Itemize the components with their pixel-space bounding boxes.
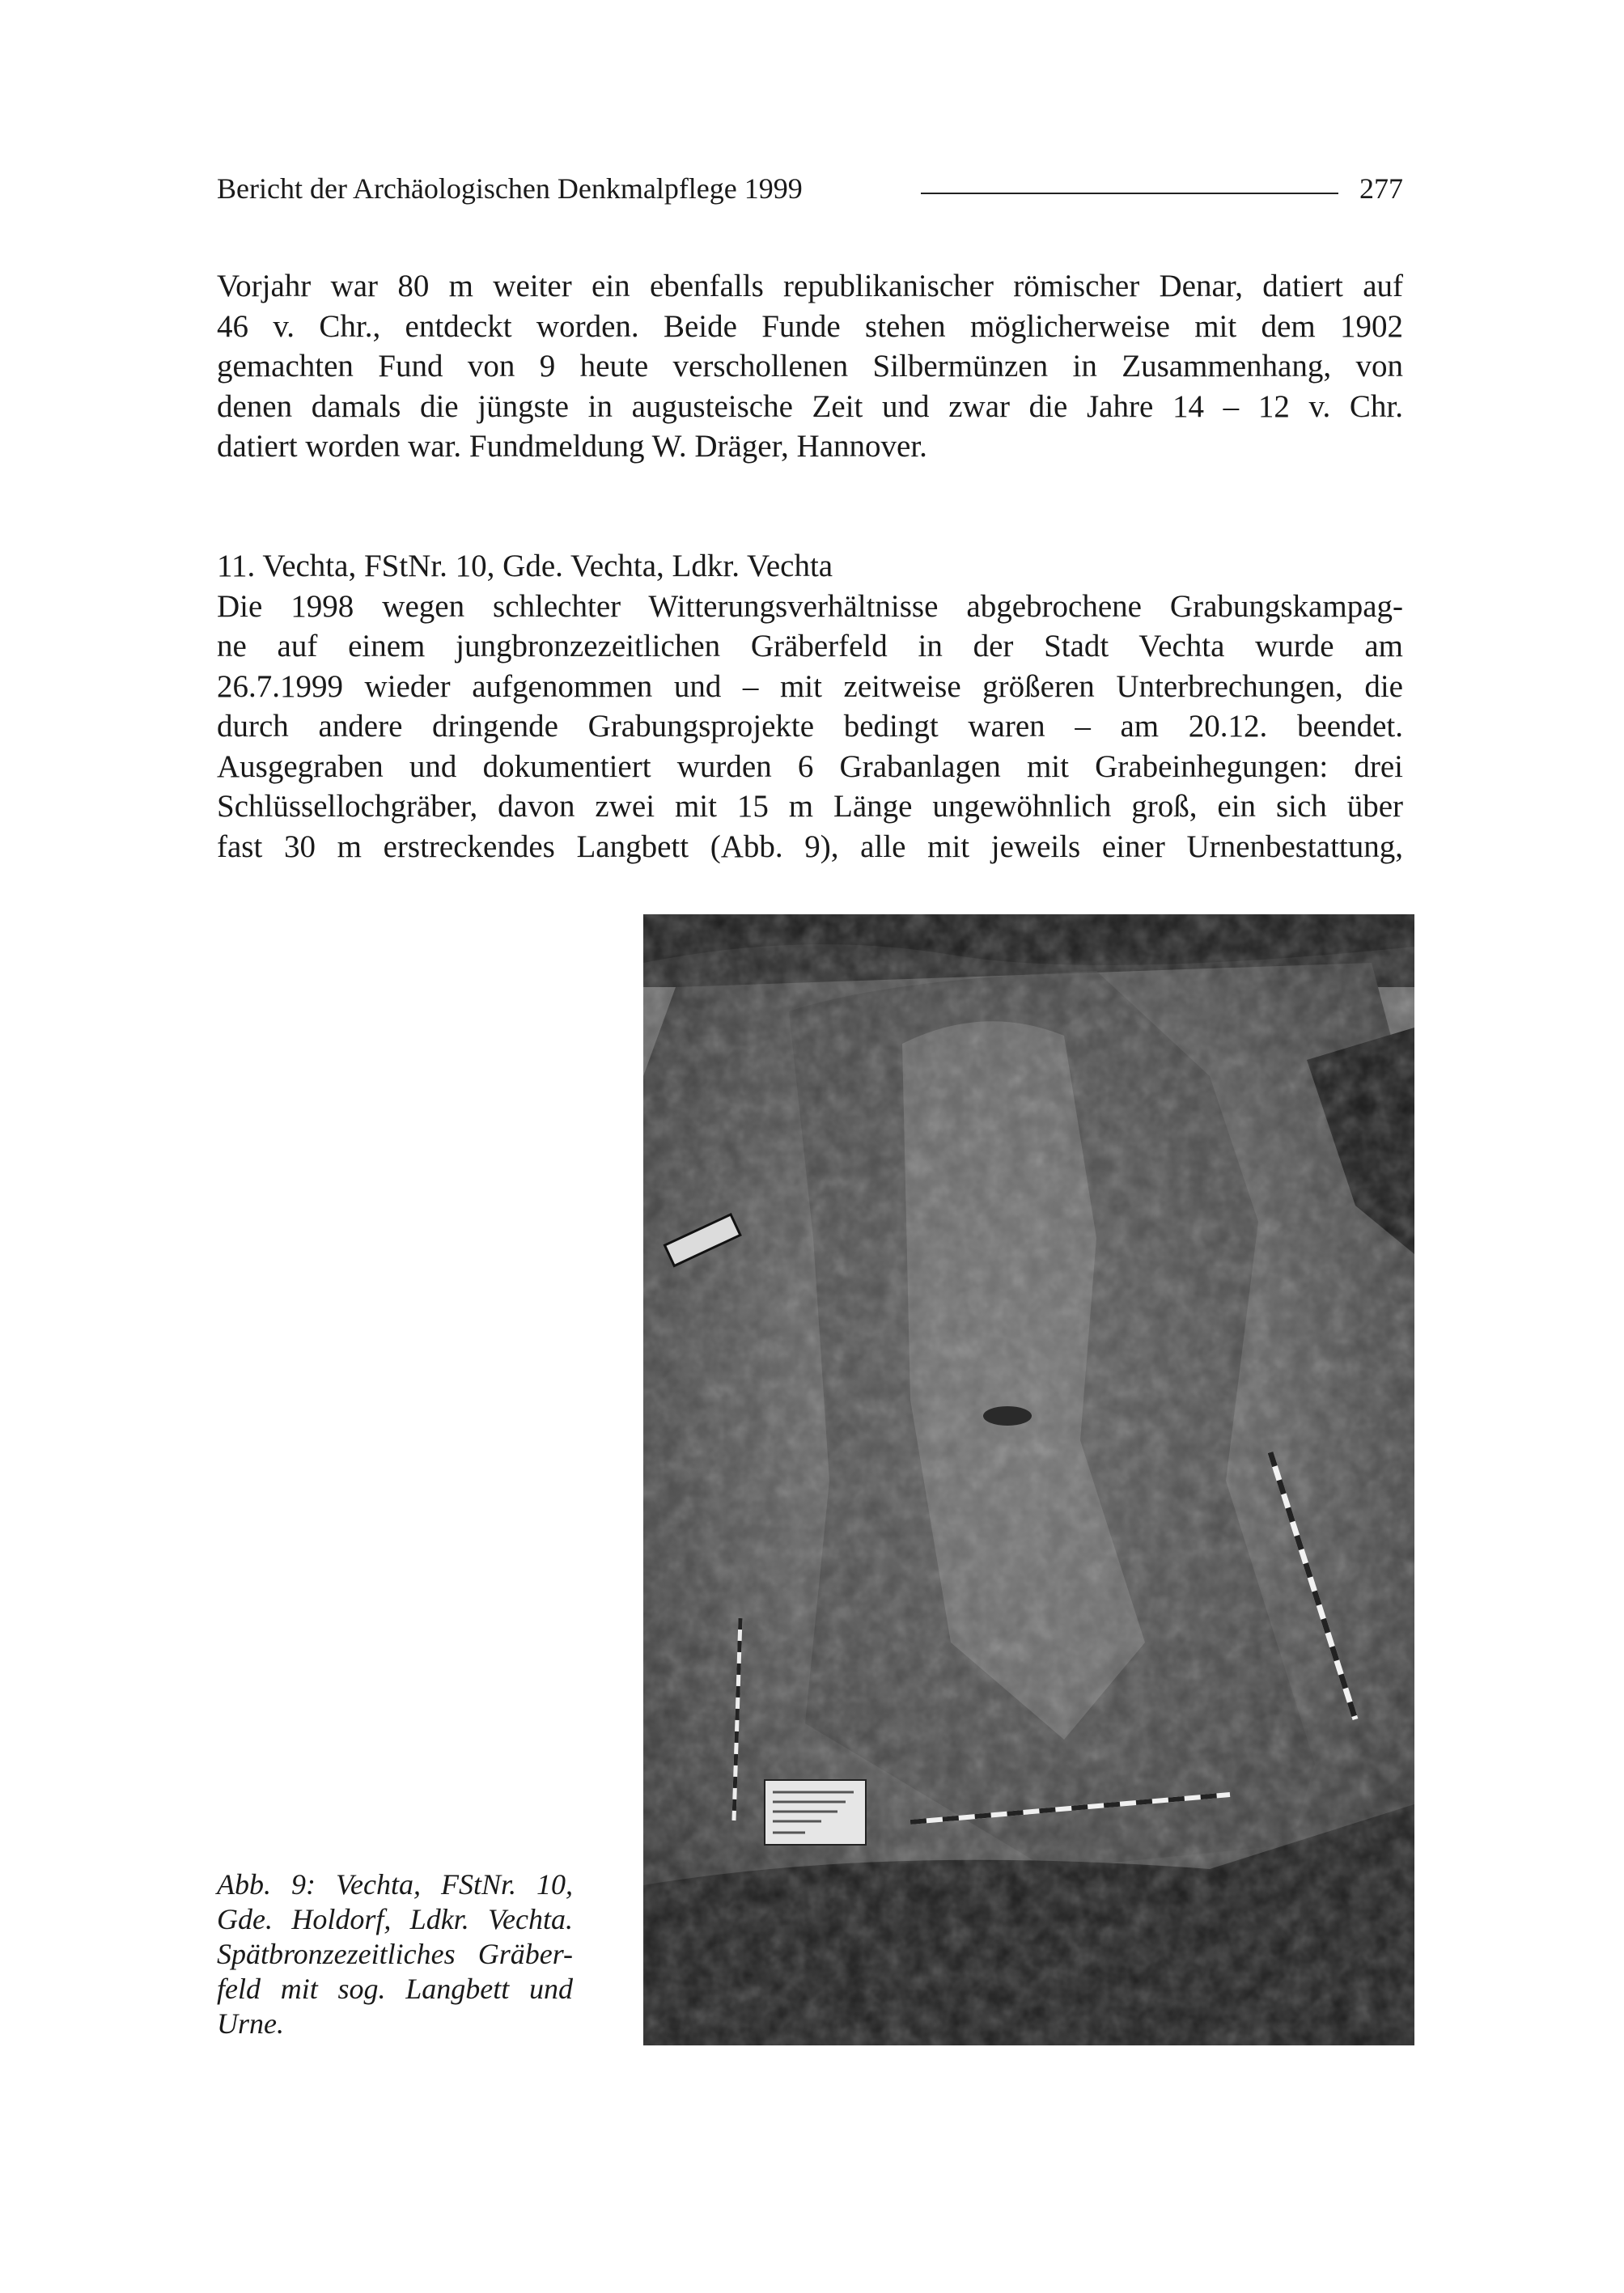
- text-line: durch andere dringende Grabungsprojekte bedingt waren – am 20.12. beendet.: [217, 709, 1403, 744]
- header-rule: [921, 193, 1338, 194]
- page-number: 277: [1359, 172, 1403, 205]
- caption-line: Spätbronzezeitliches Gräber-: [217, 1938, 573, 1970]
- text-line: 26.7.1999 wieder aufgenommen und – mit zeitweise größeren Unterbrechungen, die: [217, 668, 1403, 704]
- text-line: 46 v. Chr., entdeckt worden. Beide Funde stehen möglicherweise mit dem 1902: [217, 308, 1403, 344]
- text-line: gemachten Fund von 9 heute verschollenen Silbermünzen in Zusammenhang, von: [217, 349, 1403, 384]
- text-line: Schlüssellochgräber, davon zwei mit 15 m Länge ungewöhnlich groß, ein sich über: [217, 789, 1403, 824]
- text-line: Vorjahr war 80 m weiter ein ebenfalls republikanischer römischer Denar, datiert auf: [217, 269, 1403, 303]
- paragraph-continuation: [217, 266, 1403, 467]
- caption-line: Urne.: [217, 2007, 284, 2040]
- text-line: ne auf einem jungbronzezeitlichen Gräberfeld in der Stadt Vechta wurde am: [217, 629, 1403, 663]
- text-line: fast 30 m erstreckendes Langbett (Abb. 9), alle mit jeweils einer Urnenbestattung,: [217, 829, 1403, 864]
- excavation-photo: [643, 914, 1414, 2045]
- caption-line: Gde. Holdorf, Ldkr. Vechta.: [217, 1903, 573, 1935]
- photo-illustration: [643, 914, 1414, 2045]
- text-line: denen damals die jüngste in augusteische Zeit und zwar die Jahre 14 – 12 v. Chr.: [217, 388, 1403, 424]
- caption-line: Abb. 9: Vechta, FStNr. 10,: [217, 1868, 573, 1901]
- header-title: Bericht der Archäologischen Denkmalpflege 1999: [217, 172, 803, 205]
- section-11: [217, 546, 1403, 867]
- text-line: datiert worden war. Fundmeldung W. Dräger, Hannover.: [217, 429, 927, 464]
- section-heading: 11. Vechta, FStNr. 10, Gde. Vechta, Ldkr. Vechta: [217, 549, 833, 583]
- figure-caption: [217, 1867, 573, 2041]
- running-header: [217, 166, 1403, 211]
- caption-line: feld mit sog. Langbett und: [217, 1973, 573, 2005]
- text-line: Ausgegraben und dokumentiert wurden 6 Grabanlagen mit Grabeinhegungen: drei: [217, 748, 1403, 784]
- text-line: Die 1998 wegen schlechter Witterungsverhältnisse abgebrochene Grabungskampag-: [217, 588, 1403, 624]
